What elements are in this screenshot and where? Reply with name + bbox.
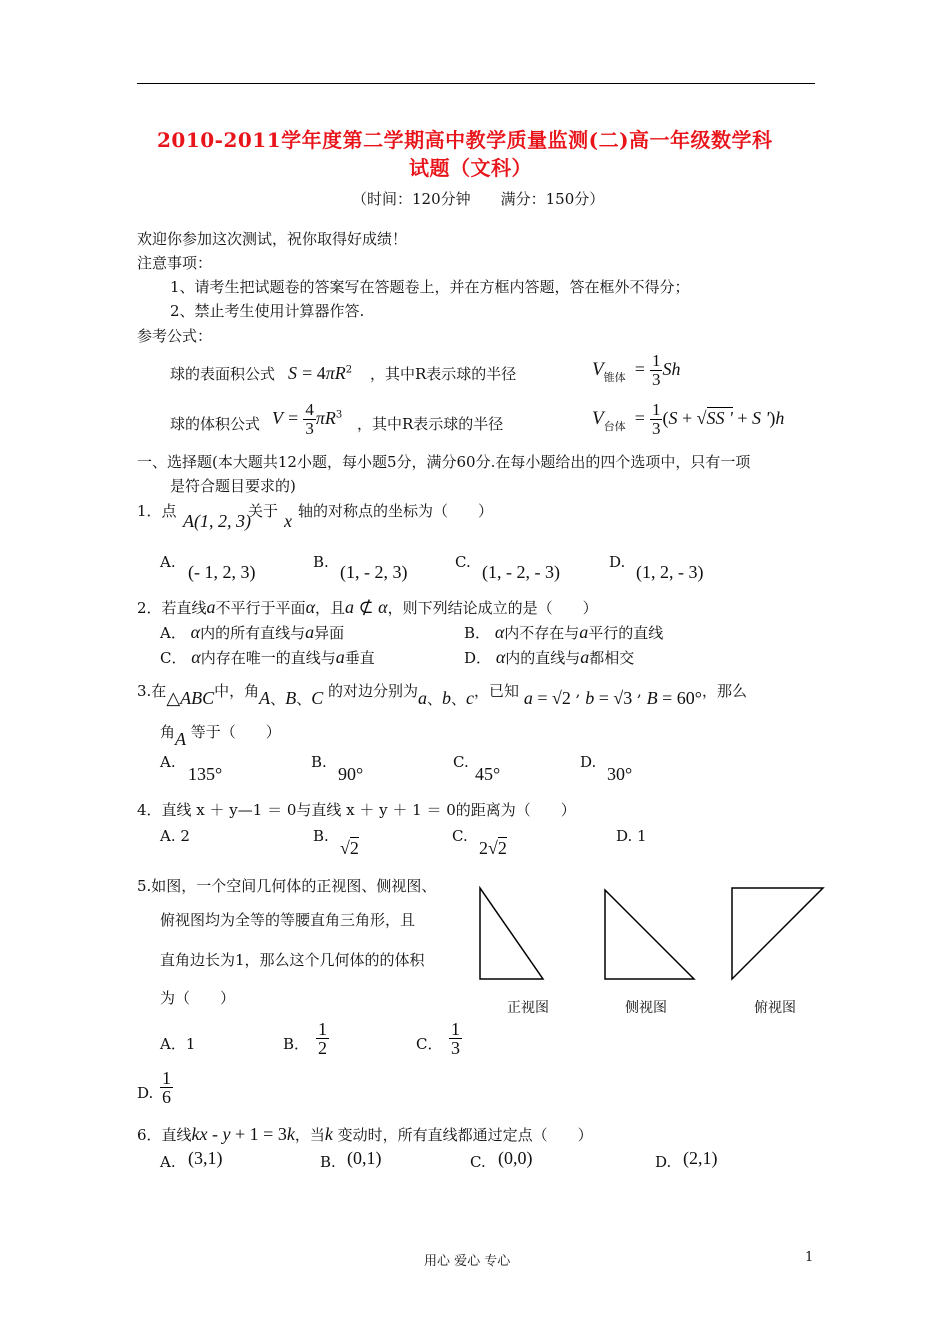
note-1: 1、请考生把试题卷的答案写在答题卷上，并在方框内答题，答在框外不得分； bbox=[170, 278, 690, 296]
q5-option-c: $\frac{1}{3}$ bbox=[451, 1019, 460, 1058]
q3-option-b-label: B. bbox=[311, 753, 327, 771]
notes-label: 注意事项： bbox=[137, 254, 213, 272]
q2-option-a: A． α内的所有直线与a异面 bbox=[160, 622, 345, 642]
q6-option-c-label: C. bbox=[470, 1153, 486, 1171]
page-number: 1 bbox=[805, 1250, 814, 1265]
top-view-triangle bbox=[730, 886, 826, 982]
q3-option-a-label: A. bbox=[160, 753, 176, 771]
q6-option-b: (0,1) bbox=[347, 1148, 382, 1168]
side-view-caption: 侧视图 bbox=[625, 1000, 667, 1016]
front-view-caption: 正视图 bbox=[507, 1000, 549, 1016]
footer-text: 用心 爱心 专心 bbox=[424, 1254, 511, 1269]
q3-option-d-label: D. bbox=[580, 753, 597, 771]
sphere-area-note: ，其中R表示球的半径 bbox=[370, 365, 517, 383]
q6-stem: 6．直线kx - y + 1 = 3k，当k 变动时，所有直线都通过定点（ ） bbox=[137, 1124, 593, 1144]
q3-option-b: 90° bbox=[338, 764, 364, 784]
q1-option-c: (1, - 2, - 3) bbox=[482, 562, 560, 582]
q1-tail: 轴的对称点的坐标为（ ） bbox=[298, 502, 494, 520]
q6-option-d-label: D. bbox=[655, 1153, 672, 1171]
section1-header-line2: 是符合题目要求的) bbox=[170, 477, 296, 495]
q5-option-b: $\frac{1}{2}$ bbox=[318, 1019, 327, 1058]
frustum-subscript: 台体 bbox=[603, 420, 626, 433]
sphere-volume-label: 球的体积公式 bbox=[170, 415, 261, 433]
q4-stem: 4．直线 x ＋ y—1 ＝ 0与直线 x ＋ y ＋ 1 ＝ 0的距离为（ ） bbox=[137, 801, 576, 819]
q1-number: 1．点 bbox=[137, 502, 177, 520]
q5-line4: 为（ ） bbox=[160, 989, 236, 1007]
q3-stem-line1: 3.在△ABC中，角A、B、C 的对边分别为a、b、c，已知 a = √2 , b = √3 , B = 60°，那么 bbox=[137, 682, 747, 708]
sphere-area-label: 球的表面积公式 bbox=[170, 365, 276, 383]
q1-option-b-label: B. bbox=[313, 553, 329, 571]
q5-line3: 直角边长为1，那么这个几何体的的体积 bbox=[160, 951, 425, 969]
cone-subscript: 锥体 bbox=[603, 371, 626, 384]
q1-option-d: (1, 2, - 3) bbox=[636, 562, 704, 582]
q2-option-c: C． α内存在唯一的直线与a垂直 bbox=[160, 647, 375, 667]
q2-option-d: D． α内的直线与a都相交 bbox=[464, 647, 635, 667]
q1-option-a: (- 1, 2, 3) bbox=[188, 562, 256, 582]
document-title-line2: 试题（文科） bbox=[409, 156, 532, 180]
q1-option-a-label: A. bbox=[160, 553, 176, 571]
q3-option-c-label: C. bbox=[453, 753, 469, 771]
formula-label: 参考公式： bbox=[137, 327, 213, 345]
top-view-caption: 俯视图 bbox=[754, 1000, 796, 1016]
q1-mid: 关于 bbox=[248, 502, 279, 520]
frustum-volume-formula: $V_{台体}$ = $\frac{1}{3}$ (S + √SS ' + S ')h bbox=[592, 400, 785, 438]
q4-option-a: A. 2 bbox=[160, 827, 190, 845]
q6-option-d: (2,1) bbox=[683, 1148, 718, 1168]
q3-stem-line2: 角A 等于（ ） bbox=[160, 723, 281, 749]
q4-option-b-label: B. bbox=[313, 827, 329, 845]
q3-option-c: 45° bbox=[475, 764, 501, 784]
q5-option-d: $\frac{1}{6}$ bbox=[162, 1068, 171, 1107]
q1-option-b: (1, - 2, 3) bbox=[340, 562, 408, 582]
q4-option-c-label: C. bbox=[452, 827, 468, 845]
q4-option-d: D. 1 bbox=[616, 827, 647, 845]
q6-option-a-label: A. bbox=[160, 1153, 176, 1171]
q6-option-b-label: B. bbox=[320, 1153, 336, 1171]
q6-option-a: (3,1) bbox=[188, 1148, 223, 1168]
cone-volume-formula: $V_{锥体}$ = $\frac{1}{3}$ Sh bbox=[592, 351, 681, 389]
q4-option-b: √2 bbox=[340, 838, 359, 858]
document-title-line1: 2010-2011学年度第二学期高中教学质量监测(二)高一年级数学科 bbox=[157, 128, 773, 152]
q6-option-c: (0,0) bbox=[498, 1148, 533, 1168]
q5-option-a: A．1 bbox=[160, 1035, 196, 1053]
section1-header-line1: 一、选择题(本大题共12小题，每小题5分，满分60分.在每小题给出的四个选项中，只有一项 bbox=[137, 453, 751, 471]
sphere-volume-formula: V = $\frac{4}{3}$ $\pi R^3$ bbox=[272, 400, 343, 438]
q2-stem: 2．若直线a不平行于平面α，且a ⊄ α，则下列结论成立的是（ ） bbox=[137, 597, 598, 617]
sphere-volume-note: ，其中R表示球的半径 bbox=[357, 415, 504, 433]
q5-option-d-label: D. bbox=[137, 1084, 154, 1102]
front-view-triangle bbox=[478, 886, 546, 982]
q5-option-c-label: C． bbox=[416, 1035, 443, 1053]
greeting: 欢迎你参加这次测试，祝你取得好成绩！ bbox=[137, 230, 408, 248]
q1-option-d-label: D. bbox=[609, 553, 626, 571]
q4-option-c: 2√2 bbox=[479, 838, 507, 858]
sphere-area-formula: $S = 4\pi R^2$ bbox=[288, 363, 353, 383]
q5-option-b-label: B． bbox=[283, 1035, 310, 1053]
side-view-triangle bbox=[603, 888, 697, 982]
q2-option-b: B． α内不存在与a平行的直线 bbox=[464, 622, 664, 642]
q1-point: A(1, 2, 3) bbox=[183, 511, 251, 531]
q5-line2: 俯视图均为全等的等腰直角三角形，且 bbox=[160, 911, 416, 929]
exam-time-score: （时间：120分钟 满分：150分） bbox=[352, 190, 605, 208]
q1-option-c-label: C. bbox=[455, 553, 471, 571]
header-rule bbox=[137, 83, 815, 84]
q3-option-a: 135° bbox=[188, 764, 223, 784]
note-2: 2、禁止考生使用计算器作答. bbox=[170, 302, 365, 320]
q3-option-d: 30° bbox=[607, 764, 633, 784]
q5-line1: 5.如图，一个空间几何体的正视图、侧视图、 bbox=[137, 877, 437, 895]
q1-axis: x bbox=[284, 511, 292, 531]
